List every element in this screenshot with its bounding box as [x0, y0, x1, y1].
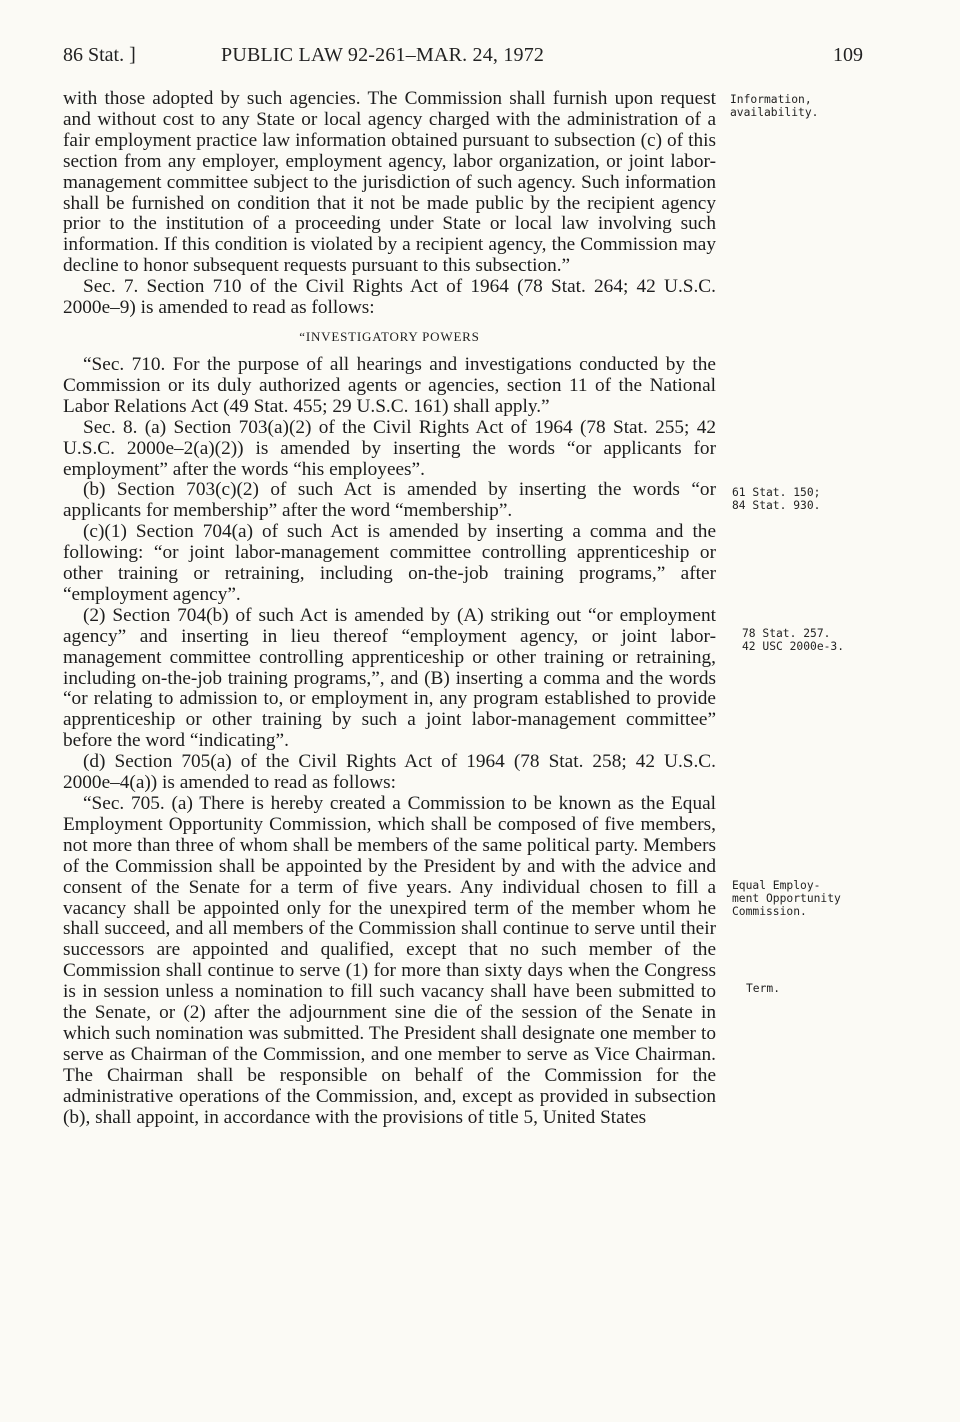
margin-note-line: Term.: [746, 982, 781, 995]
paragraph-sec-710: “Sec. 710. For the purpose of all hearings and investigations conducted by the Commission or its duly authorized agents or agencies, section 11 of the National Labor Relations Act (49 Stat. 455; 29 U.S.C. 161) shall apply.”: [63, 353, 716, 417]
margin-note-line: ment Opportunity: [732, 892, 841, 905]
margin-note-usc-citation: [742, 627, 882, 653]
margin-note-line: 78 Stat. 257.: [742, 627, 831, 640]
margin-note-information-availability: [730, 93, 870, 119]
paragraph-sec-8d: (d) Section 705(a) of the Civil Rights Act of 1964 (78 Stat. 258; 42 U.S.C. 2000e–4(a)) is amended to read as follows:: [63, 751, 716, 794]
margin-note-line: Information,: [730, 93, 812, 106]
running-title: PUBLIC LAW 92-261–MAR. 24, 1972: [221, 44, 545, 66]
margin-note-line: 84 Stat. 930.: [732, 499, 821, 512]
margin-note-line: Commission.: [732, 905, 807, 918]
page-number: 109: [833, 44, 863, 66]
margin-note-eeoc: [732, 879, 872, 918]
margin-note-term: [746, 982, 886, 995]
paragraph-sec-7: Sec. 7. Section 710 of the Civil Rights Act of 1964 (78 Stat. 264; 42 U.S.C. 2000e–9) is amended to read as follows:: [63, 276, 716, 319]
paragraph-sec-705a: “Sec. 705. (a) There is hereby created a Commission to be known as the Equal Employment Opportunity Commission, which shall be composed of five members, not more than three of whom shall be members of the same political party. Members of the Commission shall be appointed by the President by and with the advice and consent of the Senate for a term of five years. Any individual chosen to fill a vacancy shall be appointed only for the unexpired term of the member whom he shall succeed, and all members of the Commission shall continue to serve until their successors are appointed and qualified, except that no such member of the Commission shall continue to serve (1) for more than sixty days when the Congress is in session unless a nomination to fill such vacancy shall have been submitted to the Senate, or (2) after the adjournment sine die of the session of the Senate in which such nomination was submitted. The President shall designate one member to serve as Chairman of the Commission, and one member to serve as Vice Chairman. The Chairman shall be responsible on behalf of the Commission for the administrative operations of the Commission, and, except as provided in subsection (b), shall appoint, in accordance with the provisions of title 5, United States: [63, 793, 716, 1128]
paragraph-continuation: with those adopted by such agencies. The Commission shall furnish upon request and without cost to any State or local agency charged with the administration of a fair employment practice law information obtained pursuant to subsection (c) of this section from any employer, employment agency, labor organization, or joint labor-management committee subject to the jurisdiction of such agency. Such information shall be furnished on condition that it not be made public by the recipient agency prior to the institution of a proceeding under State or local law involving such information. If this condition is violated by a recipient agency, the Commission may decline to honor subsequent requests pursuant to this subsection.”: [63, 88, 716, 277]
margin-note-line: Equal Employ-: [732, 879, 821, 892]
page-header: [63, 44, 863, 72]
body-text: [63, 89, 716, 1129]
paragraph-sec-8b: (b) Section 703(c)(2) of such Act is amended by inserting the words “or applicants for membership” after the word “membership”.: [63, 479, 716, 522]
paragraph-sec-8c2: (2) Section 704(b) of such Act is amended by (A) striking out “or employment agency” and inserting in lieu thereof “employment agency, or joint labor-management committee controlling apprenticeship or other training or retraining, including on-the-job training programs,”, and (B) inserting a comma and the words “or relating to admission to, or employment in, any program established to provide apprenticeship or other training by such a joint labor-management committee” before the word “indicating”.: [63, 604, 716, 752]
margin-note-line: 61 Stat. 150;: [732, 486, 821, 499]
volume-reference: 86 Stat. ]: [63, 44, 136, 66]
margin-note-stat-citation: [732, 486, 872, 512]
paragraph-sec-8a: Sec. 8. (a) Section 703(a)(2) of the Civil Rights Act of 1964 (78 Stat. 255; 42 U.S.C. 2000e–2(a)(2)) is amended by inserting the words “or applicants for employment” after the words “his employees”.: [63, 416, 716, 480]
paragraph-sec-8c1: (c)(1) Section 704(a) of such Act is amended by inserting a comma and the following: “or joint labor-management committee controlling apprenticeship or other training or retraining, including on-the-job training programs,” after “employment agency”.: [63, 521, 716, 605]
section-heading-investigatory-powers: “INVESTIGATORY POWERS: [299, 328, 480, 344]
margin-note-line: 42 USC 2000e-3.: [742, 640, 845, 653]
margin-note-line: availability.: [730, 106, 819, 119]
